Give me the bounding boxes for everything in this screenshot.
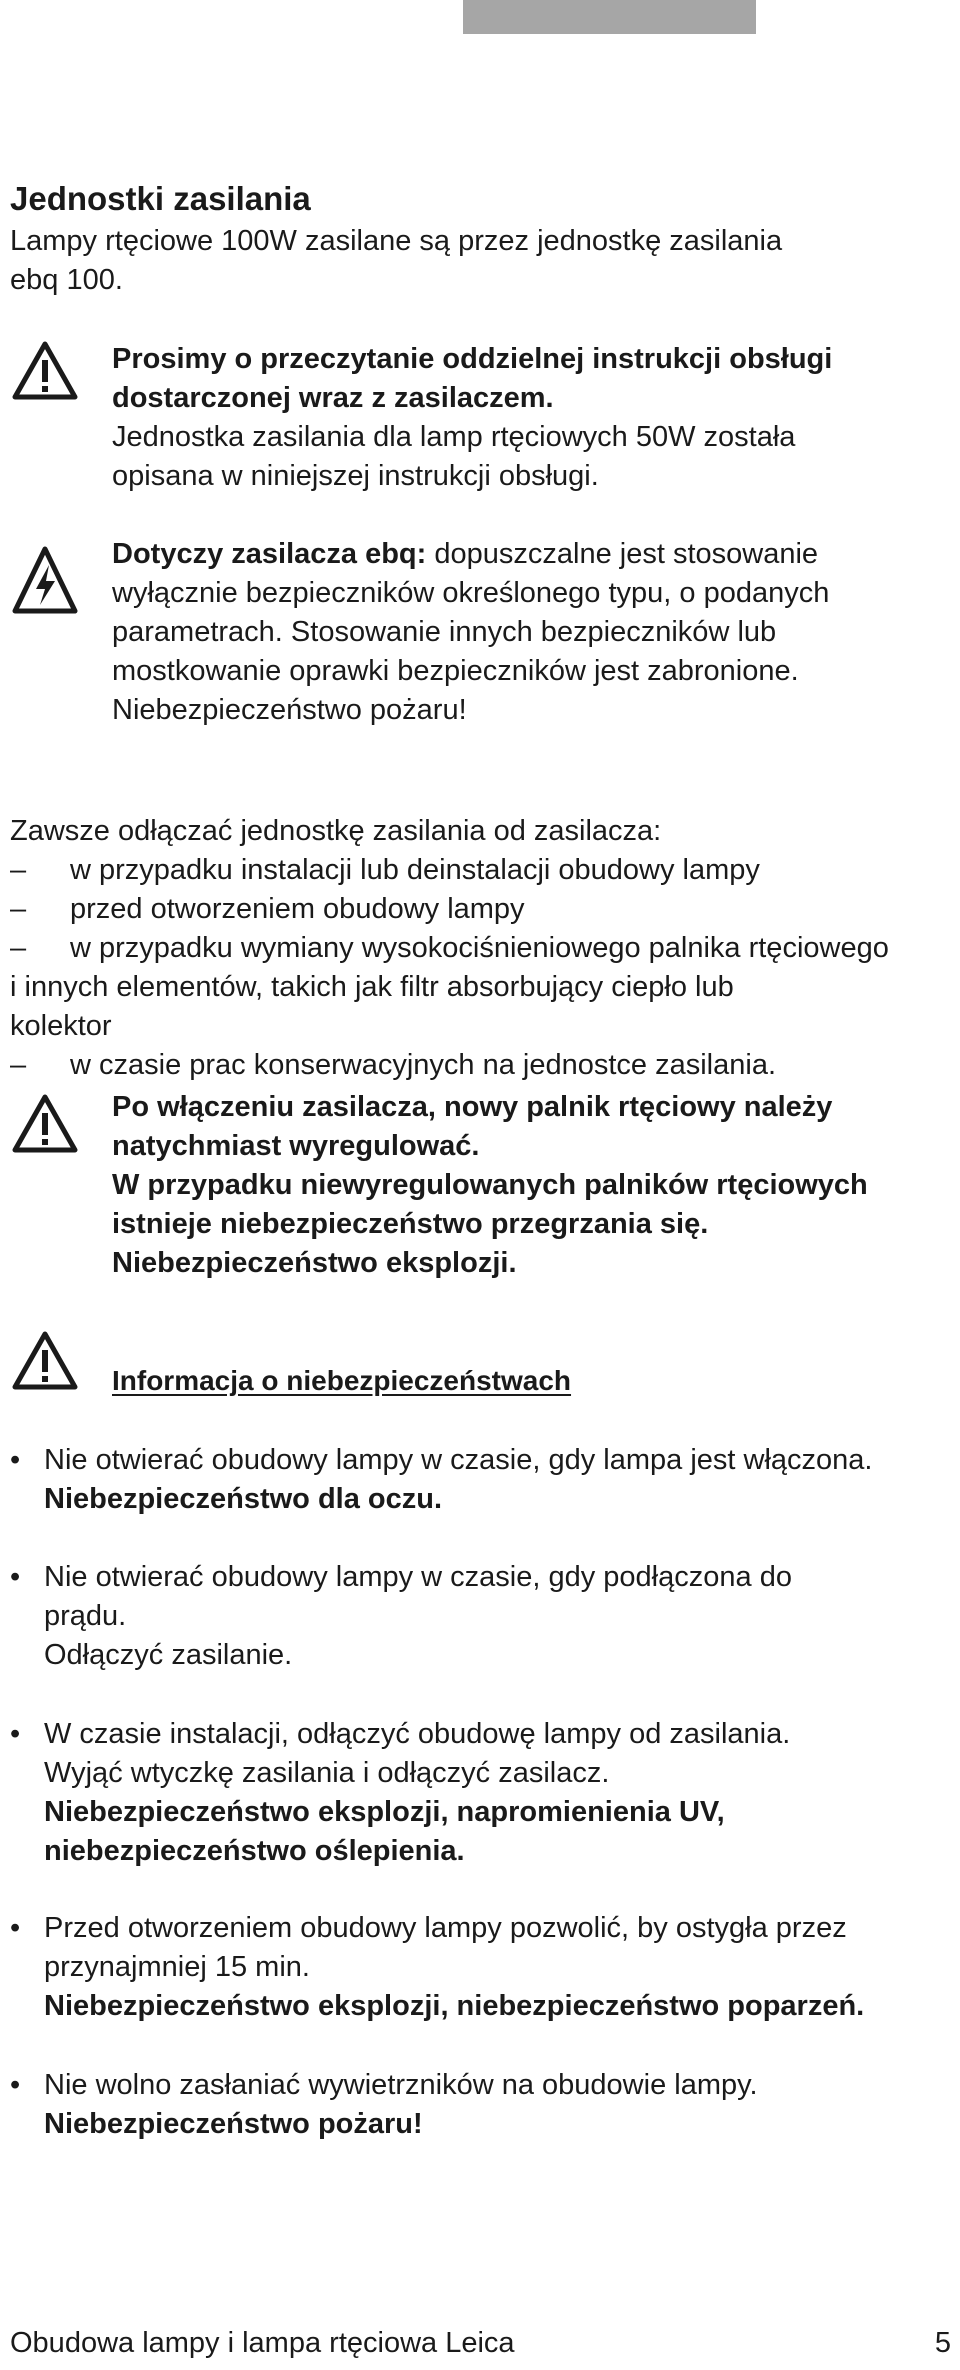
- note-bold-line: istnieje niebezpieczeństwo przegrzania się.: [112, 1208, 709, 1240]
- list-item-bold-line: niebezpieczeństwo oślepienia.: [44, 1835, 465, 1867]
- note-bold-line: natychmiast wyregulować.: [112, 1130, 480, 1162]
- dash-marker: –: [10, 1049, 27, 1081]
- bullet-marker: •: [10, 1444, 21, 1476]
- note-bold-line: Niebezpieczeństwo eksplozji.: [112, 1247, 517, 1279]
- disconnect-lead: Zawsze odłączać jednostkę zasilania od zasilacza:: [10, 815, 662, 847]
- footer-title: Obudowa lampy i lampa rtęciowa Leica: [10, 2327, 515, 2359]
- section-intro: [10, 222, 782, 300]
- hazard-info-title: Informacja o niebezpieczeństwach: [112, 1365, 572, 1396]
- list-item-line: Przed otworzeniem obudowy lampy pozwolić, by ostygła przez: [44, 1912, 847, 1944]
- note-line: Jednostka zasilania dla lamp rtęciowych 50W została: [112, 421, 796, 453]
- section-title: Jednostki zasilania: [10, 180, 311, 217]
- note-line: opisana w niniejszej instrukcji obsługi.: [112, 460, 599, 492]
- dash-marker: –: [10, 932, 27, 964]
- list-item: [10, 890, 889, 929]
- list-item-line: przynajmniej 15 min.: [44, 1951, 310, 1983]
- list-item-line: Wyjąć wtyczkę zasilania i odłączyć zasilacz.: [44, 1757, 610, 1789]
- note-read-manual: [112, 340, 832, 496]
- list-item-line: Nie wolno zasłaniać wywietrzników na obudowie lampy.: [44, 2069, 758, 2101]
- list-item-line: w czasie prac konserwacyjnych na jednostce zasilania.: [70, 1049, 777, 1081]
- bullet-marker: •: [10, 1912, 21, 1944]
- note-fuses: [112, 535, 829, 730]
- intro-line: Lampy rtęciowe 100W zasilane są przez jednostkę zasilania: [10, 225, 783, 257]
- list-item-continuation: kolektor: [10, 1010, 112, 1042]
- page-number: 5: [934, 2327, 951, 2359]
- chapter-tab-marker: [463, 0, 756, 34]
- bullet-marker: •: [10, 1561, 21, 1593]
- bullet-marker: •: [10, 1718, 21, 1750]
- list-item-line: w przypadku wymiany wysokociśnieniowego palnika rtęciowego: [70, 932, 889, 964]
- list-item-line: prądu.: [44, 1600, 127, 1632]
- note-burner-adjust: [112, 1088, 868, 1283]
- list-item-line: Nie otwierać obudowy lampy w czasie, gdy lampa jest włączona.: [44, 1444, 873, 1476]
- note-bold-lead: Dotyczy zasilacza ebq:: [112, 538, 427, 570]
- note-bold-line: W przypadku niewyregulowanych palników rtęciowych: [112, 1169, 868, 1201]
- list-item-line: w przypadku instalacji lub deinstalacji obudowy lampy: [70, 854, 760, 886]
- note-line: wyłącznie bezpieczników określonego typu, o podanych: [112, 577, 830, 609]
- list-item-line: przed otworzeniem obudowy lampy: [70, 893, 525, 925]
- list-item-bold-line: Niebezpieczeństwo eksplozji, napromienienia UV,: [44, 1796, 725, 1828]
- list-item-line: Nie otwierać obudowy lampy w czasie, gdy podłączona do: [44, 1561, 792, 1593]
- list-item: [10, 929, 889, 968]
- intro-line: ebq 100.: [10, 264, 123, 296]
- note-line-rest: dopuszczalne jest stosowanie: [426, 538, 819, 570]
- list-item-continuation: i innych elementów, takich jak filtr absorbujący ciepło lub: [10, 971, 734, 1003]
- list-item-bold-line: Niebezpieczeństwo pożaru!: [44, 2108, 423, 2140]
- note-bold-line: Prosimy o przeczytanie oddzielnej instrukcji obsługi: [112, 343, 833, 375]
- note-line: parametrach. Stosowanie innych bezpieczników lub: [112, 616, 777, 648]
- list-item: [10, 1046, 889, 1085]
- warning-triangle-icon: [12, 340, 78, 400]
- disconnect-list: [10, 812, 889, 1085]
- list-item-line: W czasie instalacji, odłączyć obudowę lampy od zasilania.: [44, 1718, 791, 1750]
- list-item: [10, 851, 889, 890]
- note-bold-line: dostarczonej wraz z zasilaczem.: [112, 382, 554, 414]
- note-line: [112, 535, 829, 574]
- high-voltage-icon: [12, 545, 78, 615]
- note-line: Niebezpieczeństwo pożaru!: [112, 694, 467, 726]
- dash-marker: –: [10, 893, 27, 925]
- bullet-marker: •: [10, 2069, 21, 2101]
- warning-triangle-icon: [12, 1093, 78, 1153]
- note-line: mostkowanie oprawki bezpieczników jest zabronione.: [112, 655, 799, 687]
- list-item-bold-line: Niebezpieczeństwo eksplozji, niebezpieczeństwo poparzeń.: [44, 1990, 865, 2022]
- note-bold-line: Po włączeniu zasilacza, nowy palnik rtęciowy należy: [112, 1091, 833, 1123]
- dash-marker: –: [10, 854, 27, 886]
- list-item-line: Odłączyć zasilanie.: [44, 1639, 293, 1671]
- list-item-bold-line: Niebezpieczeństwo dla oczu.: [44, 1483, 443, 1515]
- warning-triangle-icon: [12, 1330, 78, 1390]
